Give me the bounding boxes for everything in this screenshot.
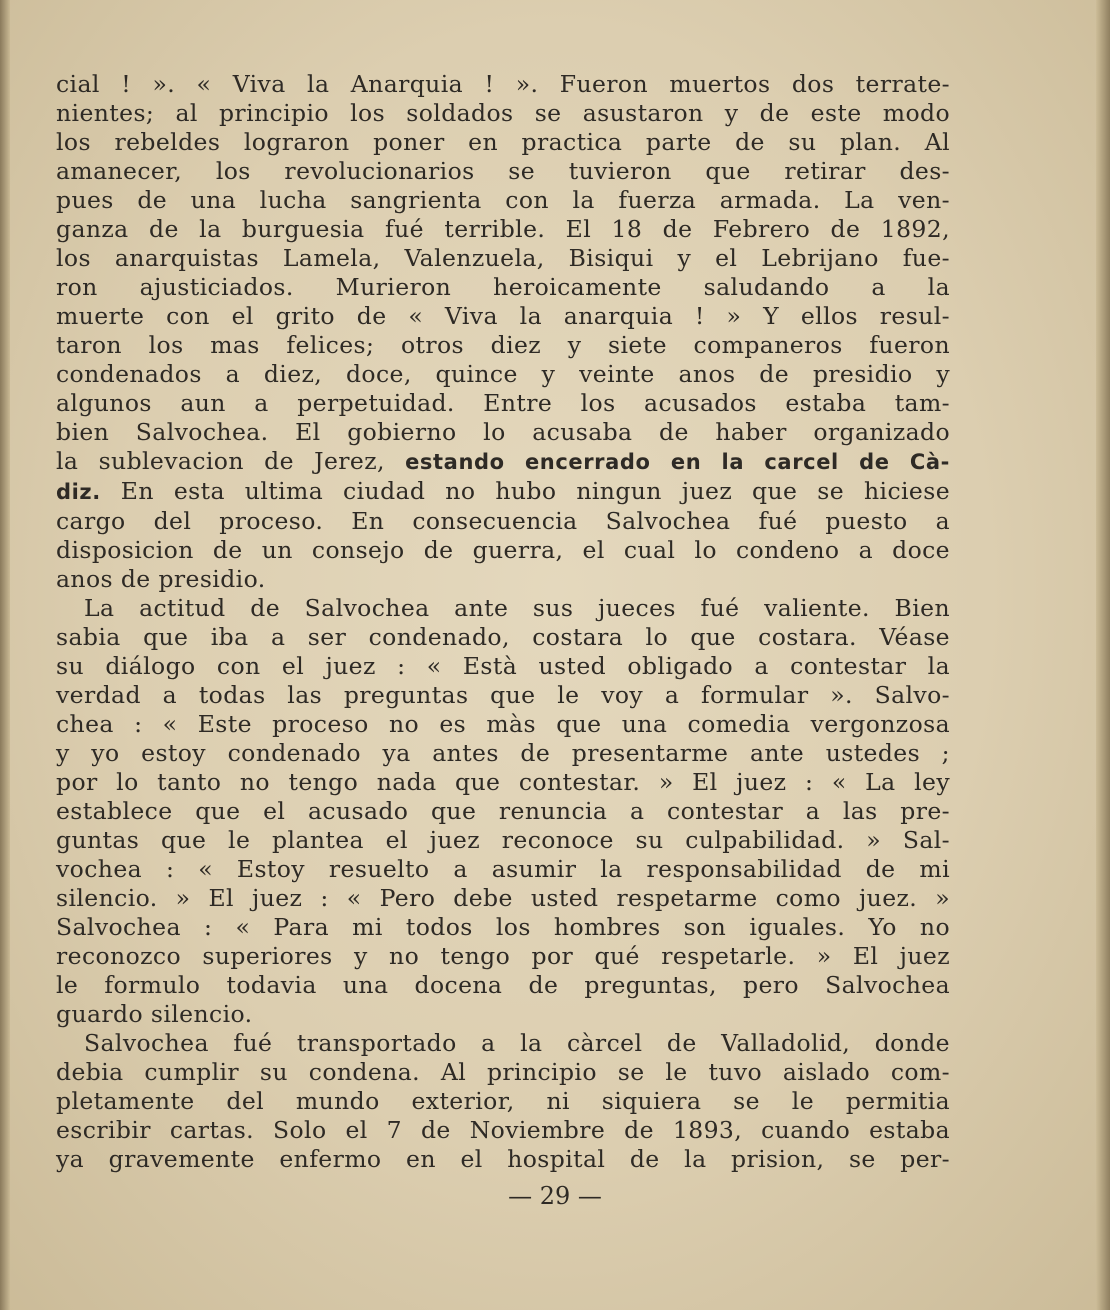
text-fragment: En esta ultima ciudad no hubo ningun juez que se hiciese bbox=[120, 477, 950, 505]
text-line: chea : « Este proceso no es màs que una comedia vergonzosa bbox=[56, 710, 950, 738]
text-fragment: la sublevacion de Jerez, bbox=[56, 447, 385, 475]
text-line bbox=[56, 477, 950, 507]
text-line: amanecer, los revolucionarios se tuvieron que retirar des- bbox=[56, 157, 950, 185]
text-line: los anarquistas Lamela, Valenzuela, Bisiqui y el Lebrijano fue- bbox=[56, 244, 950, 272]
text-line: muerte con el grito de « Viva la anarquia ! » Y ellos resul- bbox=[56, 302, 950, 330]
text-line: le formulo todavia una docena de preguntas, pero Salvochea bbox=[56, 971, 950, 999]
paragraph-3 bbox=[56, 1029, 950, 1174]
text-line: vochea : « Estoy resuelto a asumir la responsabilidad de mi bbox=[56, 855, 950, 883]
text-line: anos de presidio. bbox=[56, 565, 266, 593]
text-line: Salvochea : « Para mi todos los hombres son iguales. Yo no bbox=[56, 913, 950, 941]
text-line: condenados a diez, doce, quince y veinte anos de presidio y bbox=[56, 360, 950, 388]
paragraph-1 bbox=[56, 70, 950, 594]
text-line: bien Salvochea. El gobierno lo acusaba de haber organizado bbox=[56, 418, 950, 446]
text-line: establece que el acusado que renuncia a contestar a las pre- bbox=[56, 797, 950, 825]
text-line: y yo estoy condenado ya antes de presentarme ante ustedes ; bbox=[56, 739, 950, 767]
text-line: pletamente del mundo exterior, ni siquiera se le permitia bbox=[56, 1087, 950, 1115]
text-line: disposicion de un consejo de guerra, el cual lo condeno a doce bbox=[56, 536, 950, 564]
text-line bbox=[56, 447, 950, 477]
text-line: cial ! ». « Viva la Anarquia ! ». Fueron muertos dos terrate- bbox=[56, 70, 950, 98]
text-line: taron los mas felices; otros diez y siete companeros fueron bbox=[56, 331, 950, 359]
text-line: La actitud de Salvochea ante sus jueces fué valiente. Bien bbox=[84, 594, 950, 622]
text-line: los rebeldes lograron poner en practica parte de su plan. Al bbox=[56, 128, 950, 156]
bold-phrase: estando encerrado en la carcel de Cà- bbox=[405, 450, 950, 474]
text-line: nientes; al principio los soldados se asustaron y de este modo bbox=[56, 99, 950, 127]
text-line: guntas que le plantea el juez reconoce su culpabilidad. » Sal- bbox=[56, 826, 950, 854]
text-line: ya gravemente enfermo en el hospital de la prision, se per- bbox=[56, 1145, 950, 1173]
text-line: reconozco superiores y no tengo por qué respetarle. » El juez bbox=[56, 942, 950, 970]
text-line: pues de una lucha sangrienta con la fuerza armada. La ven- bbox=[56, 186, 950, 214]
text-line: ganza de la burguesia fué terrible. El 18 de Febrero de 1892, bbox=[56, 215, 950, 243]
text-line: escribir cartas. Solo el 7 de Noviembre de 1893, cuando estaba bbox=[56, 1116, 950, 1144]
text-line: guardo silencio. bbox=[56, 1000, 253, 1028]
page-right-edge bbox=[1096, 0, 1110, 1310]
text-line: ron ajusticiados. Murieron heroicamente saludando a la bbox=[56, 273, 950, 301]
bold-fragment: diz. bbox=[56, 480, 101, 504]
page-left-edge bbox=[0, 0, 10, 1310]
text-line: Salvochea fué transportado a la càrcel de Valladolid, donde bbox=[84, 1029, 950, 1057]
page-number: — 29 — bbox=[508, 1182, 602, 1210]
body-text bbox=[56, 70, 950, 1174]
text-line: por lo tanto no tengo nada que contestar. » El juez : « La ley bbox=[56, 768, 950, 796]
text-line: sabia que iba a ser condenado, costara lo que costara. Véase bbox=[56, 623, 950, 651]
text-line: verdad a todas las preguntas que le voy a formular ». Salvo- bbox=[56, 681, 950, 709]
text-line: debia cumplir su condena. Al principio se le tuvo aislado com- bbox=[56, 1058, 950, 1086]
text-line: su diálogo con el juez : « Està usted obligado a contestar la bbox=[56, 652, 950, 680]
text-line: algunos aun a perpetuidad. Entre los acusados estaba tam- bbox=[56, 389, 950, 417]
paragraph-2 bbox=[56, 594, 950, 1029]
text-line: silencio. » El juez : « Pero debe usted respetarme como juez. » bbox=[56, 884, 950, 912]
text-line: cargo del proceso. En consecuencia Salvochea fué puesto a bbox=[56, 507, 950, 535]
